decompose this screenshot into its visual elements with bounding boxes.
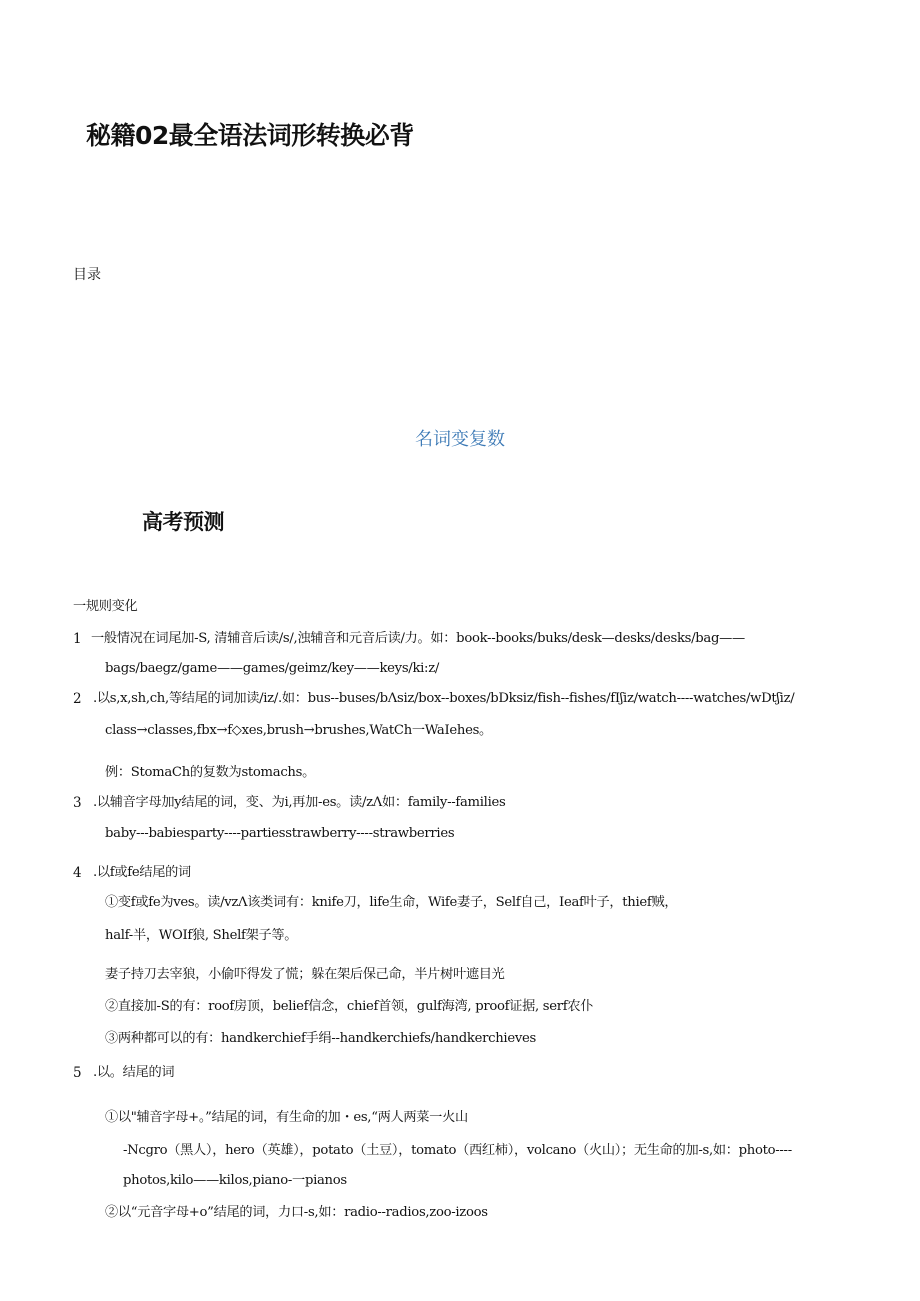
item-number: 3	[73, 795, 82, 811]
item-1-line-2: bags/baegz/game——games/geimz/key——keys/ki:z/	[105, 661, 439, 676]
document-title: 秘籍02最全语法词形转换必背	[86, 121, 414, 150]
item-4-sub-1a: ①变f或fe为ves。读/vzΛ该类词有：knife刀，life生命，Wife妻子，Self自己，Ieaf叶子，thief贼，	[105, 895, 678, 910]
item-4-sub-2: ②直接加-S的有：roof房顶，belief信念，chief首领，gulf海湾, proof证据, serf农仆	[105, 999, 594, 1014]
item-3-line-1: .以辅音字母加y结尾的词，变、为i,再加-es。读/zΛ如：family--families	[93, 795, 506, 810]
item-3-line-2: baby---babiesparty----partiesstrawberry----strawberries	[105, 826, 455, 841]
item-number: 2	[73, 691, 82, 707]
part-label: 一规则变化	[73, 599, 138, 614]
item-4-sub-1b: half-半，WOIf狼, Shelf架子等。	[105, 928, 298, 943]
toc-label: 目录	[73, 267, 101, 283]
item-4-line-1: .以f或fe结尾的词	[93, 865, 191, 880]
item-number: 1	[73, 631, 82, 647]
item-2-example: 例：StomaCh的复数为stomachs。	[105, 765, 315, 780]
item-5-sub-1a: ①以"辅音字母+。”结尾的词，有生命的加・es,“两人两菜一火山	[105, 1110, 468, 1125]
item-number: 5	[73, 1065, 82, 1081]
item-5-line-1: .以。结尾的词	[93, 1065, 175, 1080]
item-2-line-2: class→classes,fbx→f◇xes,brush→brushes,WatCh一WaIehes。	[105, 723, 492, 738]
section-heading: 名词变复数	[415, 429, 505, 450]
item-1-line-1: 一般情况在词尾加-S, 清辅音后读/s/,浊辅音和元音后读/力。如：book--books/buks/desk—desks/desks/bag——	[91, 631, 745, 646]
item-2-line-1: .以s,x,sh,ch,等结尾的词加读/iz/.如：bus--buses/bΛsiz/box--boxes/bDksiz/fish--fishes/fIʃiz/watch----watches/wDtʃiz/	[93, 691, 795, 706]
item-5-sub-2: ②以“元音字母+o”结尾的词，力口-s,如：radio--radios,zoo-izoos	[105, 1205, 488, 1220]
item-number: 4	[73, 865, 82, 881]
item-4-mnemonic: 妻子持刀去宰狼，小偷吓得发了慌；躲在架后保己命，半片树叶遮目光	[105, 967, 505, 982]
subheading: 高考预测	[142, 510, 224, 534]
item-4-sub-3: ③两种都可以的有：handkerchief手绢--handkerchiefs/handkerchieves	[105, 1031, 536, 1046]
item-5-sub-1c: photos,kilo——kilos,piano-一pianos	[123, 1173, 347, 1188]
item-5-sub-1b: -Ncgro（黑人），hero（英雄），potato（土豆），tomato（西红柿），volcano（火山）；无生命的加-s,如：photo----	[123, 1143, 792, 1158]
